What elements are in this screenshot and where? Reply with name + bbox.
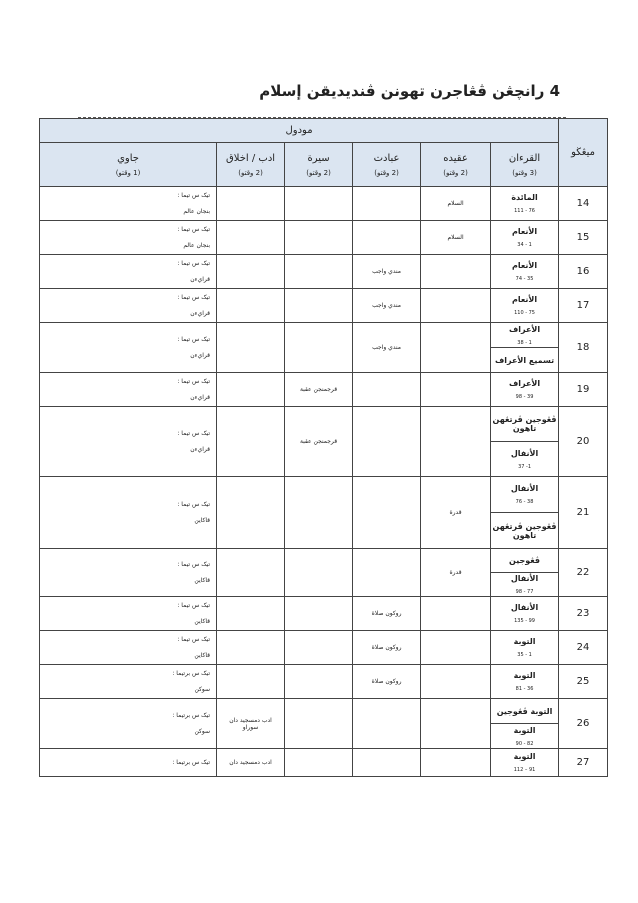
jawi-cell xyxy=(40,289,217,323)
quran-cell xyxy=(491,631,559,665)
quran-cell xyxy=(491,699,559,724)
quran-cell xyxy=(491,407,559,442)
week-number: 14 xyxy=(559,187,608,221)
quran-chapter: الأعراف xyxy=(508,379,541,388)
quran-cell xyxy=(491,549,559,573)
quran-chapter: التوبة xyxy=(513,725,536,735)
adab-cell xyxy=(217,665,285,699)
column-header: القرءان (3 وقتو) xyxy=(491,143,559,187)
sirah-cell: قرجمنجن عقبة xyxy=(285,407,353,477)
week-number: 26 xyxy=(559,699,608,749)
adab-cell xyxy=(217,289,285,323)
quran-chapter: الأعراف xyxy=(508,324,541,334)
jawi-cell-line: بنجان عالم xyxy=(183,241,211,249)
column-header: عقيده (2 وقتو) xyxy=(421,143,491,187)
quran-cell xyxy=(491,255,559,289)
adab-cell xyxy=(217,597,285,631)
week-number: 24 xyxy=(559,631,608,665)
jawi-cell-line: تيک س تيما : xyxy=(177,335,211,343)
sirah-cell xyxy=(285,289,353,323)
quran-chapter: ڤڠوجين xyxy=(509,556,541,565)
adab-cell xyxy=(217,699,285,749)
ibadah-cell xyxy=(353,749,421,777)
jawi-cell-line: تيک س برتيما : xyxy=(172,669,211,677)
sirah-cell xyxy=(285,221,353,255)
aqidah-cell xyxy=(421,289,491,323)
week-number: 17 xyxy=(559,289,608,323)
ibadah-cell: روکون صلاة xyxy=(353,631,421,665)
quran-chapter: الأنعام xyxy=(512,227,538,236)
jawi-cell-line: قرايءن xyxy=(190,309,211,317)
quran-pages: 38 - 76 xyxy=(515,499,534,505)
sirah-cell xyxy=(285,597,353,631)
quran-cell xyxy=(491,442,559,477)
quran-pages: 1 - 34 xyxy=(517,242,532,248)
week-number: 18 xyxy=(559,323,608,373)
column-header: جاوي (1 وقتو) xyxy=(40,143,217,187)
adab-cell xyxy=(217,407,285,477)
table-row xyxy=(40,289,608,323)
sirah-cell xyxy=(285,477,353,549)
quran-cell xyxy=(491,573,559,597)
sirah-cell xyxy=(285,187,353,221)
adab-cell-line: ادب دمسجيد دان xyxy=(229,716,272,724)
quran-pages: 91 – 112 xyxy=(513,767,536,773)
quran-chapter: الأنفال xyxy=(510,484,539,493)
quran-cell xyxy=(491,597,559,631)
week-number: 27 xyxy=(559,749,608,777)
sirah-cell: قرجمنجن عقبة xyxy=(285,373,353,407)
week-number: 20 xyxy=(559,407,608,477)
adab-cell xyxy=(217,373,285,407)
jawi-cell xyxy=(40,597,217,631)
jawi-cell-line: تيک س تيما : xyxy=(177,601,211,609)
aqidah-cell xyxy=(421,597,491,631)
jawi-cell xyxy=(40,477,217,549)
ibadah-cell xyxy=(353,373,421,407)
table-row xyxy=(40,699,608,724)
aqidah-cell xyxy=(421,323,491,373)
table-row xyxy=(40,255,608,289)
ibadah-cell xyxy=(353,187,421,221)
schedule-table xyxy=(39,118,608,777)
week-header: ميڠڬو xyxy=(559,119,608,187)
quran-pages: 36 - 81 xyxy=(515,686,534,692)
quran-chapter: التوبة xyxy=(513,637,536,646)
jawi-cell-line: تيک س تيما : xyxy=(177,635,211,643)
quran-chapter: المائدة xyxy=(511,193,538,202)
quran-pages: 82 - 90 xyxy=(515,740,534,747)
jawi-cell xyxy=(40,631,217,665)
table-row xyxy=(40,221,608,255)
ibadah-cell: مندي واجب xyxy=(353,289,421,323)
quran-cell xyxy=(491,724,559,749)
ibadah-cell xyxy=(353,549,421,597)
jawi-cell-line: تيک س تيما : xyxy=(177,377,211,385)
jawi-cell-line: قاکاين xyxy=(194,576,211,584)
adab-cell-line: سوراو xyxy=(242,723,259,731)
page-title: 4 رانچڠن ڤڠاجرن تهونن ڤنديديقن إسلام xyxy=(259,82,560,100)
module-header: مودول xyxy=(40,119,559,143)
quran-chapter: الأنفال xyxy=(510,448,539,458)
jawi-cell xyxy=(40,407,217,477)
ibadah-cell xyxy=(353,407,421,477)
aqidah-cell xyxy=(421,665,491,699)
jawi-cell-line: تيک س تيما : xyxy=(177,429,211,437)
quran-pages: 35 - 74 xyxy=(515,276,534,282)
adab-cell xyxy=(217,323,285,373)
table-row xyxy=(40,407,608,442)
sirah-cell xyxy=(285,665,353,699)
quran-pages: 1 - 38 xyxy=(517,339,532,346)
ibadah-cell: مندي واجب xyxy=(353,323,421,373)
jawi-cell-line: تيک س برتيما : xyxy=(172,711,211,719)
jawi-cell xyxy=(40,749,217,777)
table-row xyxy=(40,477,608,513)
adab-cell xyxy=(217,549,285,597)
week-number: 21 xyxy=(559,477,608,549)
sirah-cell xyxy=(285,631,353,665)
table-row xyxy=(40,549,608,573)
jawi-cell-line: تيک س تيما : xyxy=(177,560,211,568)
ibadah-cell xyxy=(353,221,421,255)
quran-cell xyxy=(491,221,559,255)
adab-cell: ادب دمسجيد دان xyxy=(217,749,285,777)
jawi-cell-line: تيک س تيما : xyxy=(177,293,211,301)
jawi-cell xyxy=(40,187,217,221)
quran-pages: 39 - 98 xyxy=(515,394,534,400)
sirah-cell xyxy=(285,749,353,777)
quran-chapter: تسميع الأعراف xyxy=(494,355,555,365)
week-number: 19 xyxy=(559,373,608,407)
aqidah-cell: السلام xyxy=(421,187,491,221)
jawi-cell xyxy=(40,373,217,407)
aqidah-cell xyxy=(421,407,491,477)
jawi-cell-line: تيک س تيما : xyxy=(177,500,211,508)
quran-cell xyxy=(491,513,559,549)
jawi-cell-line: قاکاين xyxy=(194,651,211,659)
week-number: 22 xyxy=(559,549,608,597)
quran-cell xyxy=(491,749,559,777)
table-row xyxy=(40,631,608,665)
aqidah-cell xyxy=(421,255,491,289)
jawi-cell-line: تيک س برتيما : xyxy=(172,758,211,766)
jawi-cell xyxy=(40,255,217,289)
jawi-cell-line: سوکن xyxy=(194,685,211,693)
column-header-row xyxy=(40,143,608,187)
sirah-cell xyxy=(285,699,353,749)
jawi-cell-line: قاکاين xyxy=(194,617,211,625)
aqidah-cell xyxy=(421,373,491,407)
quran-pages: 99 - 135 xyxy=(514,618,535,624)
jawi-cell-line: قاکاين xyxy=(194,516,211,524)
quran-pages: 76 - 111 xyxy=(514,208,535,214)
jawi-cell-line: تيک س تيما : xyxy=(177,225,211,233)
jawi-cell-line: سوکن xyxy=(194,727,211,735)
jawi-cell-line: قرايءن xyxy=(190,275,211,283)
jawi-cell-line: قرايءن xyxy=(190,351,211,359)
ibadah-cell xyxy=(353,477,421,549)
quran-cell xyxy=(491,665,559,699)
jawi-cell xyxy=(40,221,217,255)
ibadah-cell xyxy=(353,699,421,749)
jawi-cell xyxy=(40,699,217,749)
quran-chapter: الأنعام xyxy=(512,261,538,270)
quran-chapter: الأنفال xyxy=(510,574,539,583)
quran-pages: 1- 37 xyxy=(518,463,532,470)
jawi-cell-line: قرايءن xyxy=(190,445,211,453)
ibadah-cell: مندي واجب xyxy=(353,255,421,289)
aqidah-cell xyxy=(421,749,491,777)
quran-pages: 1 - 35 xyxy=(517,652,532,658)
quran-chapter: الأنفال xyxy=(510,603,539,612)
column-header: عبادت (2 وقتو) xyxy=(353,143,421,187)
quran-chapter: الأنعام xyxy=(512,295,538,304)
quran-cell xyxy=(491,323,559,348)
quran-cell xyxy=(491,477,559,513)
quran-cell xyxy=(491,289,559,323)
table-row xyxy=(40,597,608,631)
table-row xyxy=(40,323,608,348)
adab-cell xyxy=(217,477,285,549)
quran-chapter: ڤڠوجين ڤرتڠهن تاهون xyxy=(492,521,557,540)
table-row xyxy=(40,665,608,699)
aqidah-cell xyxy=(421,699,491,749)
jawi-cell-line: تيک س تيما : xyxy=(177,191,211,199)
column-header: سيرة (2 وقتو) xyxy=(285,143,353,187)
quran-cell xyxy=(491,373,559,407)
adab-cell xyxy=(217,221,285,255)
sirah-cell xyxy=(285,323,353,373)
aqidah-cell: قدرة xyxy=(421,477,491,549)
quran-cell xyxy=(491,348,559,373)
ibadah-cell: روکون صلاة xyxy=(353,597,421,631)
aqidah-cell: قدرة xyxy=(421,549,491,597)
aqidah-cell xyxy=(421,631,491,665)
jawi-cell-line: بنجان عالم xyxy=(183,207,211,215)
jawi-cell-line: قرايءن xyxy=(190,393,211,401)
adab-cell xyxy=(217,187,285,221)
quran-chapter: التوبة xyxy=(513,752,536,761)
quran-chapter: التوبة ڤڠوجين xyxy=(496,706,553,716)
aqidah-cell: السلام xyxy=(421,221,491,255)
jawi-cell-line: تيک س تيما : xyxy=(177,259,211,267)
column-header: ادب / اخلاق (2 وقتو) xyxy=(217,143,285,187)
week-number: 16 xyxy=(559,255,608,289)
jawi-cell xyxy=(40,323,217,373)
jawi-cell xyxy=(40,665,217,699)
quran-chapter: التوبة xyxy=(513,671,536,680)
quran-pages: 75 - 110 xyxy=(514,310,535,316)
jawi-cell xyxy=(40,549,217,597)
quran-pages: 77 - 98 xyxy=(515,589,534,595)
quran-cell xyxy=(491,187,559,221)
table-row xyxy=(40,749,608,777)
quran-chapter: ڤڠوجين ڤرتڠهن تاهون xyxy=(492,415,557,433)
week-number: 23 xyxy=(559,597,608,631)
week-number: 15 xyxy=(559,221,608,255)
sirah-cell xyxy=(285,549,353,597)
sirah-cell xyxy=(285,255,353,289)
adab-cell xyxy=(217,631,285,665)
week-number: 25 xyxy=(559,665,608,699)
ibadah-cell: روکون صلاة xyxy=(353,665,421,699)
table-row xyxy=(40,187,608,221)
table-row xyxy=(40,373,608,407)
adab-cell xyxy=(217,255,285,289)
